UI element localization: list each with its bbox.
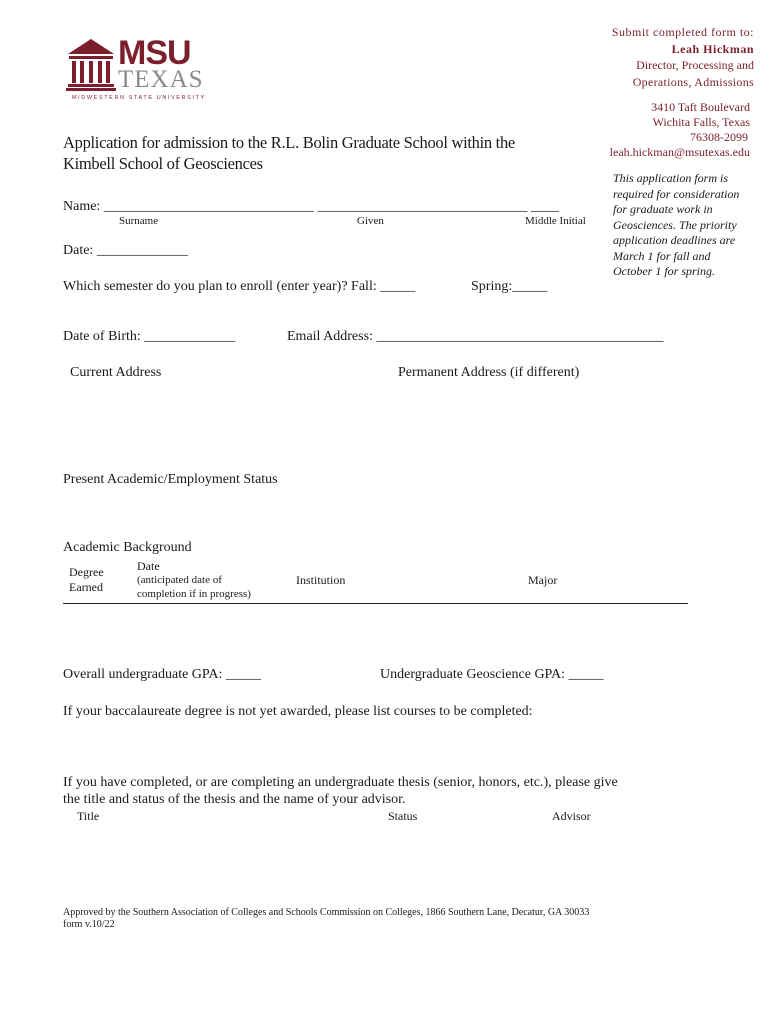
present-status-label: Present Academic/Employment Status (63, 472, 278, 487)
academic-background-heading: Academic Background (63, 540, 192, 555)
given-label: Given (357, 215, 384, 227)
page-title-line2: Kimbell School of Geosciences (63, 154, 263, 173)
note-line: for graduate work in (613, 202, 713, 216)
accreditation-footer: Approved by the Southern Association of Colleges and Schools Commission on Colleges, 1866 Southern Lane, Decatur, GA 30033 (63, 907, 590, 918)
date-header-line3: completion if in progress) (137, 588, 251, 600)
submit-email[interactable]: leah.hickman@msutexas.edu (609, 145, 750, 159)
note-line: October 1 for spring. (613, 264, 715, 278)
courses-prompt: If your baccalaureate degree is not yet awarded, please list courses to be completed: (63, 704, 533, 719)
major-header: Major (528, 573, 558, 587)
note-line: March 1 for fall and (613, 248, 711, 263)
name-field[interactable]: Name: ______________________________ ______________________________ ____ (63, 199, 559, 214)
fall-semester-field[interactable]: Which semester do you plan to enroll (enter year)? Fall: _____ (63, 279, 416, 294)
submit-title-line1: Director, Processing and (636, 58, 754, 72)
academic-table-rule (63, 603, 688, 604)
application-note (613, 171, 763, 280)
email-address-field[interactable]: Email Address: _________________________________________ (287, 329, 664, 344)
geoscience-gpa-field[interactable]: Undergraduate Geoscience GPA: _____ (380, 667, 604, 682)
current-address-label: Current Address (70, 365, 162, 380)
logo-msu-text: MSU (118, 34, 191, 72)
note-line: Geosciences. The priority (613, 217, 737, 232)
date-field[interactable]: Date: _____________ (63, 243, 188, 258)
surname-label: Surname (119, 215, 159, 227)
building-icon (66, 36, 116, 92)
page-title-line1: Application for admission to the R.L. Bolin Graduate School within the (63, 133, 515, 152)
form-version: form v.10/22 (63, 919, 115, 930)
overall-gpa-field[interactable]: Overall undergraduate GPA: _____ (63, 667, 261, 682)
logo-texas-text: TEXAS (118, 66, 204, 93)
institution-header: Institution (296, 573, 346, 587)
degree-header-line2: Earned (69, 580, 103, 594)
submit-heading: Submit completed form to: (611, 25, 754, 39)
thesis-advisor-label: Advisor (552, 809, 591, 823)
submit-address2: Wichita Falls, Texas (652, 115, 750, 129)
permanent-address-label: Permanent Address (if different) (398, 365, 580, 380)
note-line: application deadlines are (613, 233, 736, 247)
logo-university-text: MIDWESTERN STATE UNIVERSITY (72, 95, 206, 101)
middle-initial-label: Middle Initial (525, 215, 586, 227)
submit-title-line2: Operations, Admissions (632, 75, 754, 89)
thesis-prompt-line1: If you have completed, or are completing an undergraduate thesis (senior, honors, etc.), please give (63, 775, 618, 790)
submit-name: Leah Hickman (671, 42, 754, 56)
submit-zip: 76308-2099 (690, 130, 748, 144)
degree-header-line1: Degree (69, 565, 104, 579)
thesis-prompt-line2: the title and status of the thesis and the name of your advisor. (63, 792, 406, 807)
date-header-line2: (anticipated date of (137, 574, 222, 586)
note-line: This application form is (613, 171, 729, 185)
msu-texas-logo (66, 36, 211, 106)
spring-semester-field[interactable]: Spring:_____ (471, 279, 548, 294)
thesis-title-label: Title (77, 809, 100, 823)
thesis-status-label: Status (388, 809, 418, 823)
note-line: required for consideration (613, 186, 740, 201)
date-header-line1: Date (137, 559, 160, 573)
date-of-birth-field[interactable]: Date of Birth: _____________ (63, 329, 236, 344)
submit-address1: 3410 Taft Boulevard (651, 100, 750, 114)
